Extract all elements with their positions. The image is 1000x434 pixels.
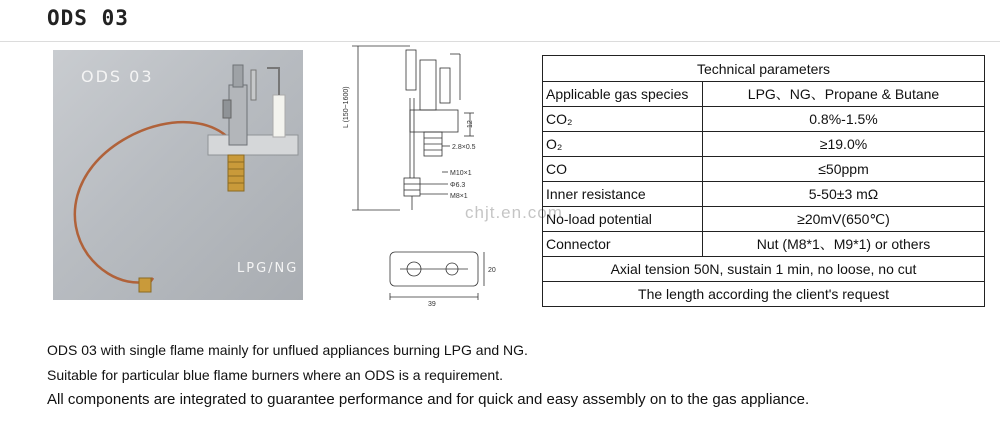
photo-model-label: ODS 03 (81, 67, 154, 86)
technical-parameters-table (542, 55, 985, 307)
table-header: Technical parameters (543, 56, 985, 82)
param-name: CO (543, 157, 703, 182)
table-row (543, 82, 985, 107)
param-value: LPG、NG、Propane & Butane (703, 82, 985, 107)
description-line-3: All components are integrated to guarantee performance and for quick and easy assembly on to the gas appliance. (47, 391, 810, 408)
param-value: ≥20mV(650℃) (703, 207, 985, 232)
photo-gas-label: LPG/NG (237, 261, 299, 276)
description-line-1: ODS 03 with single flame mainly for unflued appliances burning LPG and NG. (47, 342, 528, 358)
table-row (543, 207, 985, 232)
technical-drawing (340, 38, 540, 308)
table-row (543, 232, 985, 257)
param-name: Applicable gas species (543, 82, 703, 107)
dim-m8-label: M8×1 (450, 193, 468, 200)
param-value: 0.8%-1.5% (703, 107, 985, 132)
page-title: ODS 03 (47, 6, 129, 30)
table-row (543, 107, 985, 132)
param-value: 5-50±3 mΩ (703, 182, 985, 207)
table-row (543, 182, 985, 207)
param-value: ≤50ppm (703, 157, 985, 182)
product-photo (53, 50, 303, 300)
param-name: O₂ (543, 132, 703, 157)
param-value: ≥19.0% (703, 132, 985, 157)
dim-depth-label: 20 (488, 267, 496, 274)
param-value: Nut (M8*1、M9*1) or others (703, 232, 985, 257)
param-name: CO₂ (543, 107, 703, 132)
dim-electrode-label: 2.8×0.5 (452, 144, 476, 151)
full-width-note: The length according the client's request (543, 282, 985, 307)
dim-width-label: 39 (428, 301, 436, 308)
dim-d63-label: Φ6.3 (450, 182, 466, 189)
dim-m10-label: M10×1 (450, 170, 472, 177)
table-row (543, 157, 985, 182)
table-header-row (543, 56, 985, 82)
param-name: No-load potential (543, 207, 703, 232)
dim-length-label: L (150~1600) (343, 86, 350, 128)
dim-height-label: 12 (467, 120, 474, 128)
watermark: chjt.en.com (465, 203, 563, 222)
param-name: Connector (543, 232, 703, 257)
full-width-note: Axial tension 50N, sustain 1 min, no loose, no cut (543, 257, 985, 282)
table-row (543, 132, 985, 157)
param-name: Inner resistance (543, 182, 703, 207)
description-line-2: Suitable for particular blue flame burners where an ODS is a requirement. (47, 367, 503, 383)
table-row (543, 282, 985, 307)
table-row (543, 257, 985, 282)
